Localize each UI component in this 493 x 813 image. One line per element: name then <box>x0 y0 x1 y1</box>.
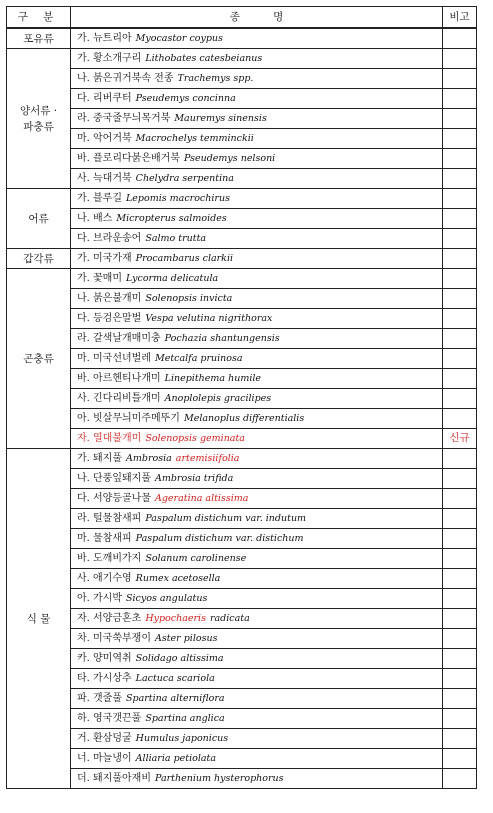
korean-name: 아. 가시박 <box>77 593 122 604</box>
table-row <box>7 709 477 729</box>
scientific-name: Trachemys spp. <box>177 73 254 84</box>
remark-cell <box>443 729 477 749</box>
remark-cell <box>443 169 477 189</box>
scientific-name: Sicyos angulatus <box>126 593 208 604</box>
table-row <box>7 269 477 289</box>
korean-name: 가. 꽃매미 <box>77 273 122 284</box>
scientific-name: Myocastor coypus <box>135 33 223 44</box>
korean-name: 바. 플로리다붉은배거북 <box>77 153 180 164</box>
remark-cell <box>443 569 477 589</box>
korean-name: 나. 단풍잎돼지풀 <box>77 473 151 484</box>
table-row <box>7 28 477 49</box>
remark-cell <box>443 329 477 349</box>
category-cell: 갑각류 <box>7 249 71 269</box>
korean-name: 가. 미국가재 <box>77 253 132 264</box>
korean-name: 라. 갈색날개매미충 <box>77 333 161 344</box>
table-row <box>7 109 477 129</box>
scientific-name: Lepomis macrochirus <box>126 193 230 204</box>
table-row <box>7 89 477 109</box>
remark-cell <box>443 709 477 729</box>
remark-cell <box>443 69 477 89</box>
remark-cell <box>443 409 477 429</box>
remark-cell <box>443 529 477 549</box>
scientific-name: Paspalum distichum var. indutum <box>145 513 307 524</box>
scientific-name: Paspalum distichum var. distichum <box>135 533 304 544</box>
header-remarks: 비고 <box>443 7 477 29</box>
species-cell <box>71 28 443 49</box>
korean-name: 가. 뉴트리아 <box>77 33 132 44</box>
species-cell <box>71 529 443 549</box>
remark-cell <box>443 109 477 129</box>
remark-cell <box>443 389 477 409</box>
scientific-name: Rumex acetosella <box>135 573 221 584</box>
remark-cell <box>443 509 477 529</box>
scientific-name-highlight: Hypochaeris <box>145 613 206 624</box>
invasive-species-table <box>6 6 477 789</box>
korean-name: 자. 열대불개미 <box>77 433 142 444</box>
scientific-name: Mauremys sinensis <box>174 113 267 124</box>
korean-name: 하. 영국갯끈풀 <box>77 713 142 724</box>
table-row <box>7 129 477 149</box>
scientific-name: Ambrosia <box>126 453 172 464</box>
remark-cell <box>443 289 477 309</box>
scientific-name: Parthenium hysterophorus <box>154 773 284 784</box>
table-row <box>7 649 477 669</box>
scientific-name: Pochazia shantungensis <box>164 333 280 344</box>
category-cell: 어류 <box>7 189 71 249</box>
header-category: 구 분 <box>7 7 71 29</box>
remark-cell <box>443 49 477 69</box>
table-row <box>7 569 477 589</box>
table-row <box>7 729 477 749</box>
table-row <box>7 669 477 689</box>
table-row <box>7 429 477 449</box>
scientific-name-highlight: Ageratina altissima <box>154 493 249 504</box>
scientific-name: Vespa velutina nigrithorax <box>145 313 273 324</box>
korean-name: 아. 빗살무늬미주메뚜기 <box>77 413 180 424</box>
species-cell <box>71 689 443 709</box>
scientific-name: Micropterus salmoides <box>116 213 227 224</box>
table-row <box>7 529 477 549</box>
scientific-name: Procambarus clarkii <box>135 253 234 264</box>
scientific-name: Metcalfa pruinosa <box>154 353 243 364</box>
remark-cell <box>443 749 477 769</box>
species-cell <box>71 329 443 349</box>
species-cell <box>71 89 443 109</box>
remark-cell <box>443 669 477 689</box>
remark-cell <box>443 129 477 149</box>
remark-cell <box>443 28 477 49</box>
remark-cell <box>443 549 477 569</box>
korean-name: 마. 미국선녀벌레 <box>77 353 151 364</box>
korean-name: 다. 브라운송어 <box>77 233 142 244</box>
scientific-name: Anoplolepis gracilipes <box>164 393 272 404</box>
remark-cell <box>443 489 477 509</box>
remark-cell <box>443 689 477 709</box>
category-cell: 식 물 <box>7 449 71 789</box>
table-body <box>7 28 477 789</box>
scientific-name: Aster pilosus <box>154 633 218 644</box>
scientific-name: Solidago altissima <box>135 653 224 664</box>
scientific-name: Spartina anglica <box>145 713 225 724</box>
korean-name: 더. 돼지풀아재비 <box>77 773 151 784</box>
table-row <box>7 469 477 489</box>
species-cell <box>71 509 443 529</box>
remark-cell <box>443 189 477 209</box>
remark-cell <box>443 249 477 269</box>
table-row <box>7 749 477 769</box>
species-cell <box>71 149 443 169</box>
species-cell <box>71 349 443 369</box>
species-cell <box>71 429 443 449</box>
remark-cell <box>443 209 477 229</box>
table-row <box>7 489 477 509</box>
scientific-name: Lycorma delicatula <box>126 273 219 284</box>
table-row <box>7 509 477 529</box>
scientific-name-suffix: radicata <box>209 613 250 624</box>
category-cell: 양서류 · 파충류 <box>7 49 71 189</box>
korean-name: 나. 붉은귀거북속 전종 <box>77 73 174 84</box>
remark-cell <box>443 469 477 489</box>
scientific-name: Lactuca scariola <box>135 673 215 684</box>
remark-cell <box>443 589 477 609</box>
table-row <box>7 769 477 789</box>
species-cell <box>71 589 443 609</box>
korean-name: 파. 갯줄풀 <box>77 693 122 704</box>
species-cell <box>71 409 443 429</box>
remark-cell <box>443 649 477 669</box>
scientific-name: Humulus japonicus <box>135 733 229 744</box>
korean-name: 다. 리버쿠터 <box>77 93 132 104</box>
remark-cell <box>443 349 477 369</box>
species-cell <box>71 609 443 629</box>
scientific-name: Alliaria petiolata <box>135 753 217 764</box>
table-row <box>7 349 477 369</box>
species-cell <box>71 229 443 249</box>
category-cell: 곤충류 <box>7 269 71 449</box>
species-cell <box>71 109 443 129</box>
table-row <box>7 589 477 609</box>
species-cell <box>71 729 443 749</box>
species-cell <box>71 69 443 89</box>
species-cell <box>71 749 443 769</box>
species-cell <box>71 289 443 309</box>
korean-name: 거. 환삼덩굴 <box>77 733 132 744</box>
table-row <box>7 609 477 629</box>
scientific-name-highlight: artemisiifolia <box>175 453 240 464</box>
species-cell <box>71 649 443 669</box>
korean-name: 마. 물참새피 <box>77 533 132 544</box>
korean-name: 다. 서양등골나물 <box>77 493 151 504</box>
table-row <box>7 309 477 329</box>
scientific-name: Solenopsis geminata <box>145 433 245 444</box>
table-row <box>7 169 477 189</box>
table-row <box>7 409 477 429</box>
remark-cell: 신규 <box>443 429 477 449</box>
scientific-name: Solanum carolinense <box>145 553 247 564</box>
scientific-name: Spartina alterniflora <box>126 693 225 704</box>
species-cell <box>71 709 443 729</box>
korean-name: 라. 중국줄무늬목거북 <box>77 113 171 124</box>
species-cell <box>71 449 443 469</box>
species-cell <box>71 769 443 789</box>
table-row <box>7 189 477 209</box>
header-species: 종 명 <box>71 7 443 29</box>
korean-name: 사. 긴다리비틀개미 <box>77 393 161 404</box>
table-row <box>7 689 477 709</box>
table-row <box>7 369 477 389</box>
species-cell <box>71 389 443 409</box>
species-cell <box>71 369 443 389</box>
korean-name: 라. 털물참새피 <box>77 513 142 524</box>
korean-name: 너. 마늘냉이 <box>77 753 132 764</box>
table-row <box>7 289 477 309</box>
korean-name: 자. 서양금혼초 <box>77 613 142 624</box>
table-row <box>7 629 477 649</box>
species-cell <box>71 489 443 509</box>
table-row <box>7 549 477 569</box>
species-cell <box>71 569 443 589</box>
remark-cell <box>443 89 477 109</box>
korean-name: 바. 아르헨티나개미 <box>77 373 161 384</box>
remark-cell <box>443 229 477 249</box>
remark-cell <box>443 369 477 389</box>
scientific-name: Pseudemys concinna <box>135 93 236 104</box>
korean-name: 나. 배스 <box>77 213 113 224</box>
korean-name: 바. 도깨비가지 <box>77 553 142 564</box>
korean-name: 사. 늑대거북 <box>77 173 132 184</box>
scientific-name: Lithobates catesbeianus <box>145 53 263 64</box>
scientific-name: Macrochelys temminckii <box>135 133 254 144</box>
korean-name: 가. 블루길 <box>77 193 122 204</box>
korean-name: 카. 양미역취 <box>77 653 132 664</box>
table-row <box>7 149 477 169</box>
scientific-name: Chelydra serpentina <box>135 173 234 184</box>
species-cell <box>71 309 443 329</box>
remark-cell <box>443 269 477 289</box>
table-row <box>7 329 477 349</box>
korean-name: 가. 돼지풀 <box>77 453 122 464</box>
table-row <box>7 49 477 69</box>
table-row <box>7 249 477 269</box>
korean-name: 다. 등검은말벌 <box>77 313 142 324</box>
scientific-name: Salmo trutta <box>145 233 207 244</box>
scientific-name: Melanoplus differentialis <box>183 413 305 424</box>
species-cell <box>71 169 443 189</box>
korean-name: 마. 악어거북 <box>77 133 132 144</box>
remark-cell <box>443 449 477 469</box>
table-row <box>7 69 477 89</box>
scientific-name: Solenopsis invicta <box>145 293 233 304</box>
table-row <box>7 209 477 229</box>
scientific-name: Pseudemys nelsoni <box>183 153 276 164</box>
korean-name: 차. 미국쑥부쟁이 <box>77 633 151 644</box>
species-cell <box>71 549 443 569</box>
remark-cell <box>443 629 477 649</box>
remark-cell <box>443 309 477 329</box>
species-cell <box>71 629 443 649</box>
scientific-name: Linepithema humile <box>164 373 262 384</box>
species-cell <box>71 209 443 229</box>
species-cell <box>71 469 443 489</box>
category-cell: 포유류 <box>7 28 71 49</box>
species-cell <box>71 189 443 209</box>
korean-name: 사. 애기수영 <box>77 573 132 584</box>
species-cell <box>71 269 443 289</box>
species-table-container <box>6 6 477 789</box>
scientific-name: Ambrosia trifida <box>154 473 234 484</box>
species-cell <box>71 129 443 149</box>
species-cell <box>71 249 443 269</box>
table-row <box>7 229 477 249</box>
table-header <box>7 7 477 29</box>
table-row <box>7 389 477 409</box>
remark-cell <box>443 609 477 629</box>
korean-name: 나. 붉은불개미 <box>77 293 142 304</box>
korean-name: 가. 황소개구리 <box>77 53 142 64</box>
remark-cell <box>443 769 477 789</box>
species-cell <box>71 49 443 69</box>
remark-cell <box>443 149 477 169</box>
species-cell <box>71 669 443 689</box>
korean-name: 타. 가시상추 <box>77 673 132 684</box>
table-row <box>7 449 477 469</box>
